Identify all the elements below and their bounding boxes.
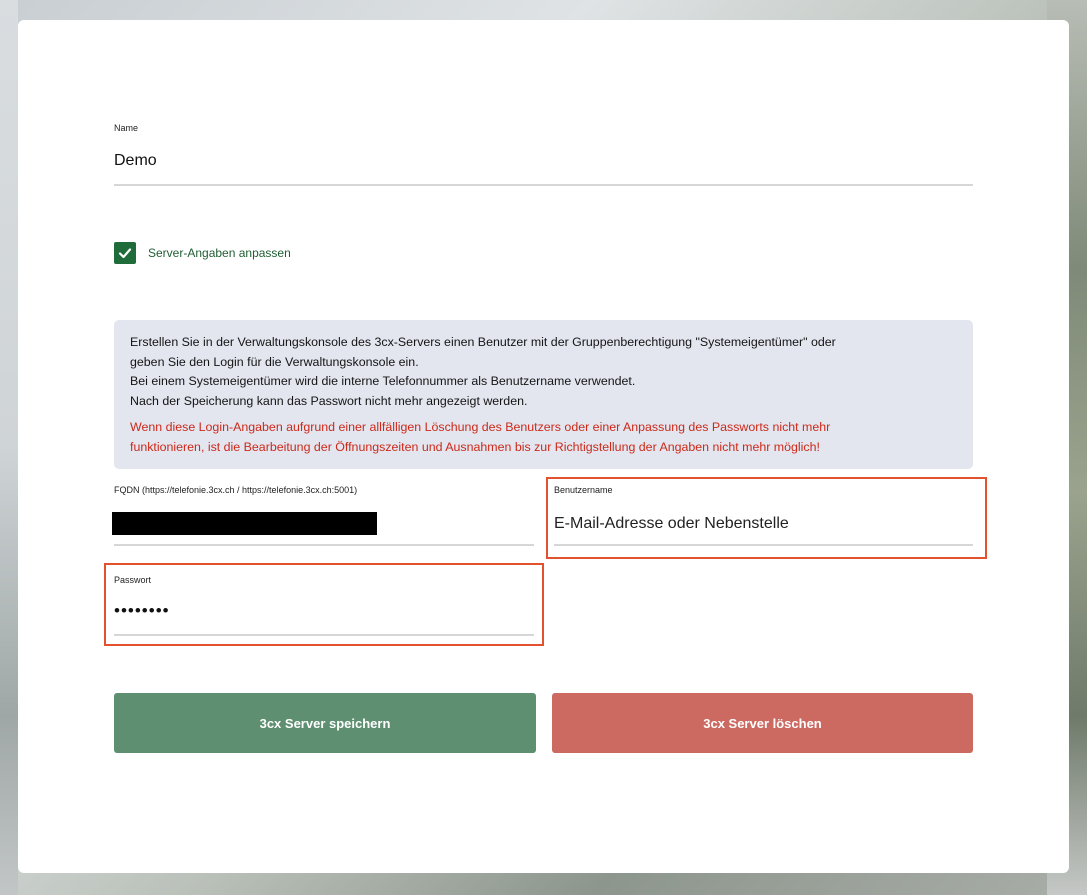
- username-underline: [554, 544, 973, 546]
- delete-server-button[interactable]: 3cx Server löschen: [552, 693, 973, 753]
- fqdn-underline: [114, 544, 534, 546]
- fqdn-redacted-value[interactable]: [112, 512, 377, 535]
- warning-text: [130, 418, 957, 457]
- username-label: Benutzername: [554, 485, 613, 495]
- warning-line: funktionieren, ist die Bearbeitung der Öffnungszeiten und Ausnahmen bis zur Richtigstellung der Angaben nicht mehr möglich!: [130, 439, 820, 454]
- customize-server-checkbox[interactable]: [114, 242, 136, 264]
- name-field[interactable]: [114, 123, 973, 187]
- password-label: Passwort: [114, 575, 152, 585]
- save-server-button[interactable]: 3cx Server speichern: [114, 693, 536, 753]
- info-line: Nach der Speicherung kann das Passwort nicht mehr angezeigt werden.: [130, 393, 528, 408]
- customize-server-checkbox-row[interactable]: [114, 242, 291, 264]
- warning-line: Wenn diese Login-Angaben aufgrund einer allfälligen Löschung des Benutzers oder einer Anpassung des Passworts nicht mehr: [130, 420, 831, 434]
- info-line: geben Sie den Login für die Verwaltungskonsole ein.: [130, 354, 419, 369]
- customize-server-label: Server-Angaben anpassen: [148, 246, 291, 260]
- fqdn-label: FQDN (https://telefonie.3cx.ch / https://telefonie.3cx.ch:5001): [114, 485, 358, 495]
- password-input[interactable]: ••••••••: [114, 601, 170, 620]
- info-box: [114, 320, 973, 469]
- check-icon: [118, 246, 132, 260]
- server-form-card: [18, 20, 1069, 873]
- username-field[interactable]: [554, 485, 973, 547]
- fqdn-field[interactable]: [114, 485, 534, 547]
- info-line: Bei einem Systemeigentümer wird die interne Telefonnummer als Benutzername verwendet.: [130, 374, 636, 388]
- name-label: Name: [114, 123, 139, 133]
- info-line: Erstellen Sie in der Verwaltungskonsole des 3cx-Servers einen Benutzer mit der Gruppenberechtigung "Systemeigentümer" oder: [130, 335, 836, 349]
- background-left: [0, 0, 18, 895]
- password-underline: [114, 634, 534, 636]
- name-input[interactable]: Demo: [114, 152, 157, 169]
- password-field[interactable]: [114, 575, 534, 637]
- username-input[interactable]: E-Mail-Adresse oder Nebenstelle: [554, 515, 789, 532]
- name-underline: [114, 184, 973, 186]
